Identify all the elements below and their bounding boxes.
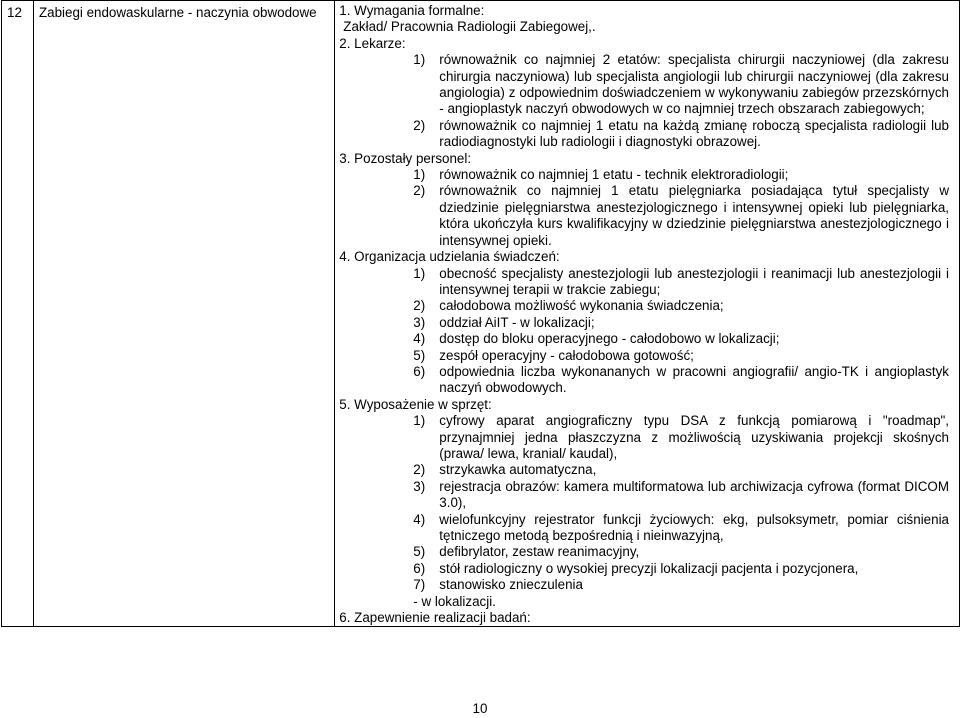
list-item: 2) strzykawka automatyczna, [413,462,597,478]
list-item: 5) zespół operacyjny - całodobowa gotowość; [413,347,694,363]
section-title: 6. Zapewnienie realizacji badań: [339,610,531,626]
section-title: 5. Wyposażenie w sprzęt: [339,396,492,412]
list-item: 6) stół radiologiczny o wysokiej precyzji lokalizacji pacjenta i pozycjonera, [413,560,859,576]
list-item: 1) cyfrowy aparat angiograficzny typu DSA z funkcją pomiarową i "roadmap", przynajmniej jedna płaszczyzna z możliwością uzyskiwania projekcji skośnych (prawa/ lewa, kranial/ kaudal), [413,413,949,461]
list-item: 2) całodobowa możliwość wykonania świadczenia; [413,298,724,314]
list-item: 4) wielofunkcyjny rejestrator funkcji życiowych: ekg, pulsoksymetr, pomiar ciśnienia tętniczego metodą bezpośrednią i nieinwazyjną, [413,511,949,543]
list-item: 5) defibrylator, zestaw reanimacyjny, [413,544,640,560]
list-item: 1) równoważnik co najmniej 1 etatu - technik elektroradiologii; [413,167,789,183]
procedure-name-cell [33,1,334,627]
section-title: 4. Organizacja udzielania świadczeń: [339,249,560,265]
list-tail: - w lokalizacji. [413,593,496,609]
row-number-cell [2,1,34,627]
row-number: 12 [7,5,22,20]
list-item: 2) równoważnik co najmniej 1 etatu pielęgniarka posiadająca tytuł specjalisty w dziedzinie pielęgniarstwa anestezjologicznego i intensywnej opieki lub pielęgniarka, która ukończyła kurs kwalifikacyjny w dziedzinie pielęgniarstwa anestezjologicznego i intensywnej opieki. [413,183,949,248]
section-subtitle: Zakład/ Pracownia Radiologii Zabiegowej,. [343,19,596,35]
list-item: 1) obecność specjalisty anestezjologii lub anestezjologii i reanimacji lub anestezjologii i intensywnej terapii w trakcie zabiegu; [413,265,949,297]
requirements-body [335,1,959,626]
requirements-cell [335,1,960,627]
list-item: 3) rejestracja obrazów: kamera multiformatowa lub archiwizacja cyfrowa (format DICOM 3.0), [413,478,949,511]
list-item: 4) dostęp do bloku operacyjnego - całodobowo w lokalizacji; [413,331,780,347]
section-title: 2. Lekarze: [339,35,406,51]
procedure-name: Zabiegi endowaskularne - naczynia obwodowe [38,5,317,20]
list-item: 6) odpowiednia liczba wykonananych w pracowni angiografii/ angio-TK i angioplastyk naczyń obwodowych. [413,363,949,396]
page-number: 10 [472,701,488,716]
requirements-table [1,0,960,627]
section-title: 3. Pozostały personel: [339,150,472,166]
section-title: 1. Wymagania formalne: [339,3,485,18]
list-item: 7) stanowisko znieczulenia [413,577,583,593]
list-item: 1) równoważnik co najmniej 2 etatów: specjalista chirurgii naczyniowej (dla zakresu chirurgia naczyniowa) lub specjalista angiologii lub chirurgii naczyniowej (dla zakresu angiologia) z odpowiednim doświadczeniem w wykonywaniu zabiegów przezskórnych - angioplastyk naczyń obwodowych w co najmniej trzech obszarach zabiegowych; [413,52,949,117]
table-row [2,1,960,627]
list-item: 3) oddział AiIT - w lokalizacji; [413,314,595,330]
list-item: 2) równoważnik co najmniej 1 etatu na każdą zmianę roboczą specjalista radiologii lub radiodiagnostyki lub radiologii i diagnostyki obrazowej. [413,117,949,150]
